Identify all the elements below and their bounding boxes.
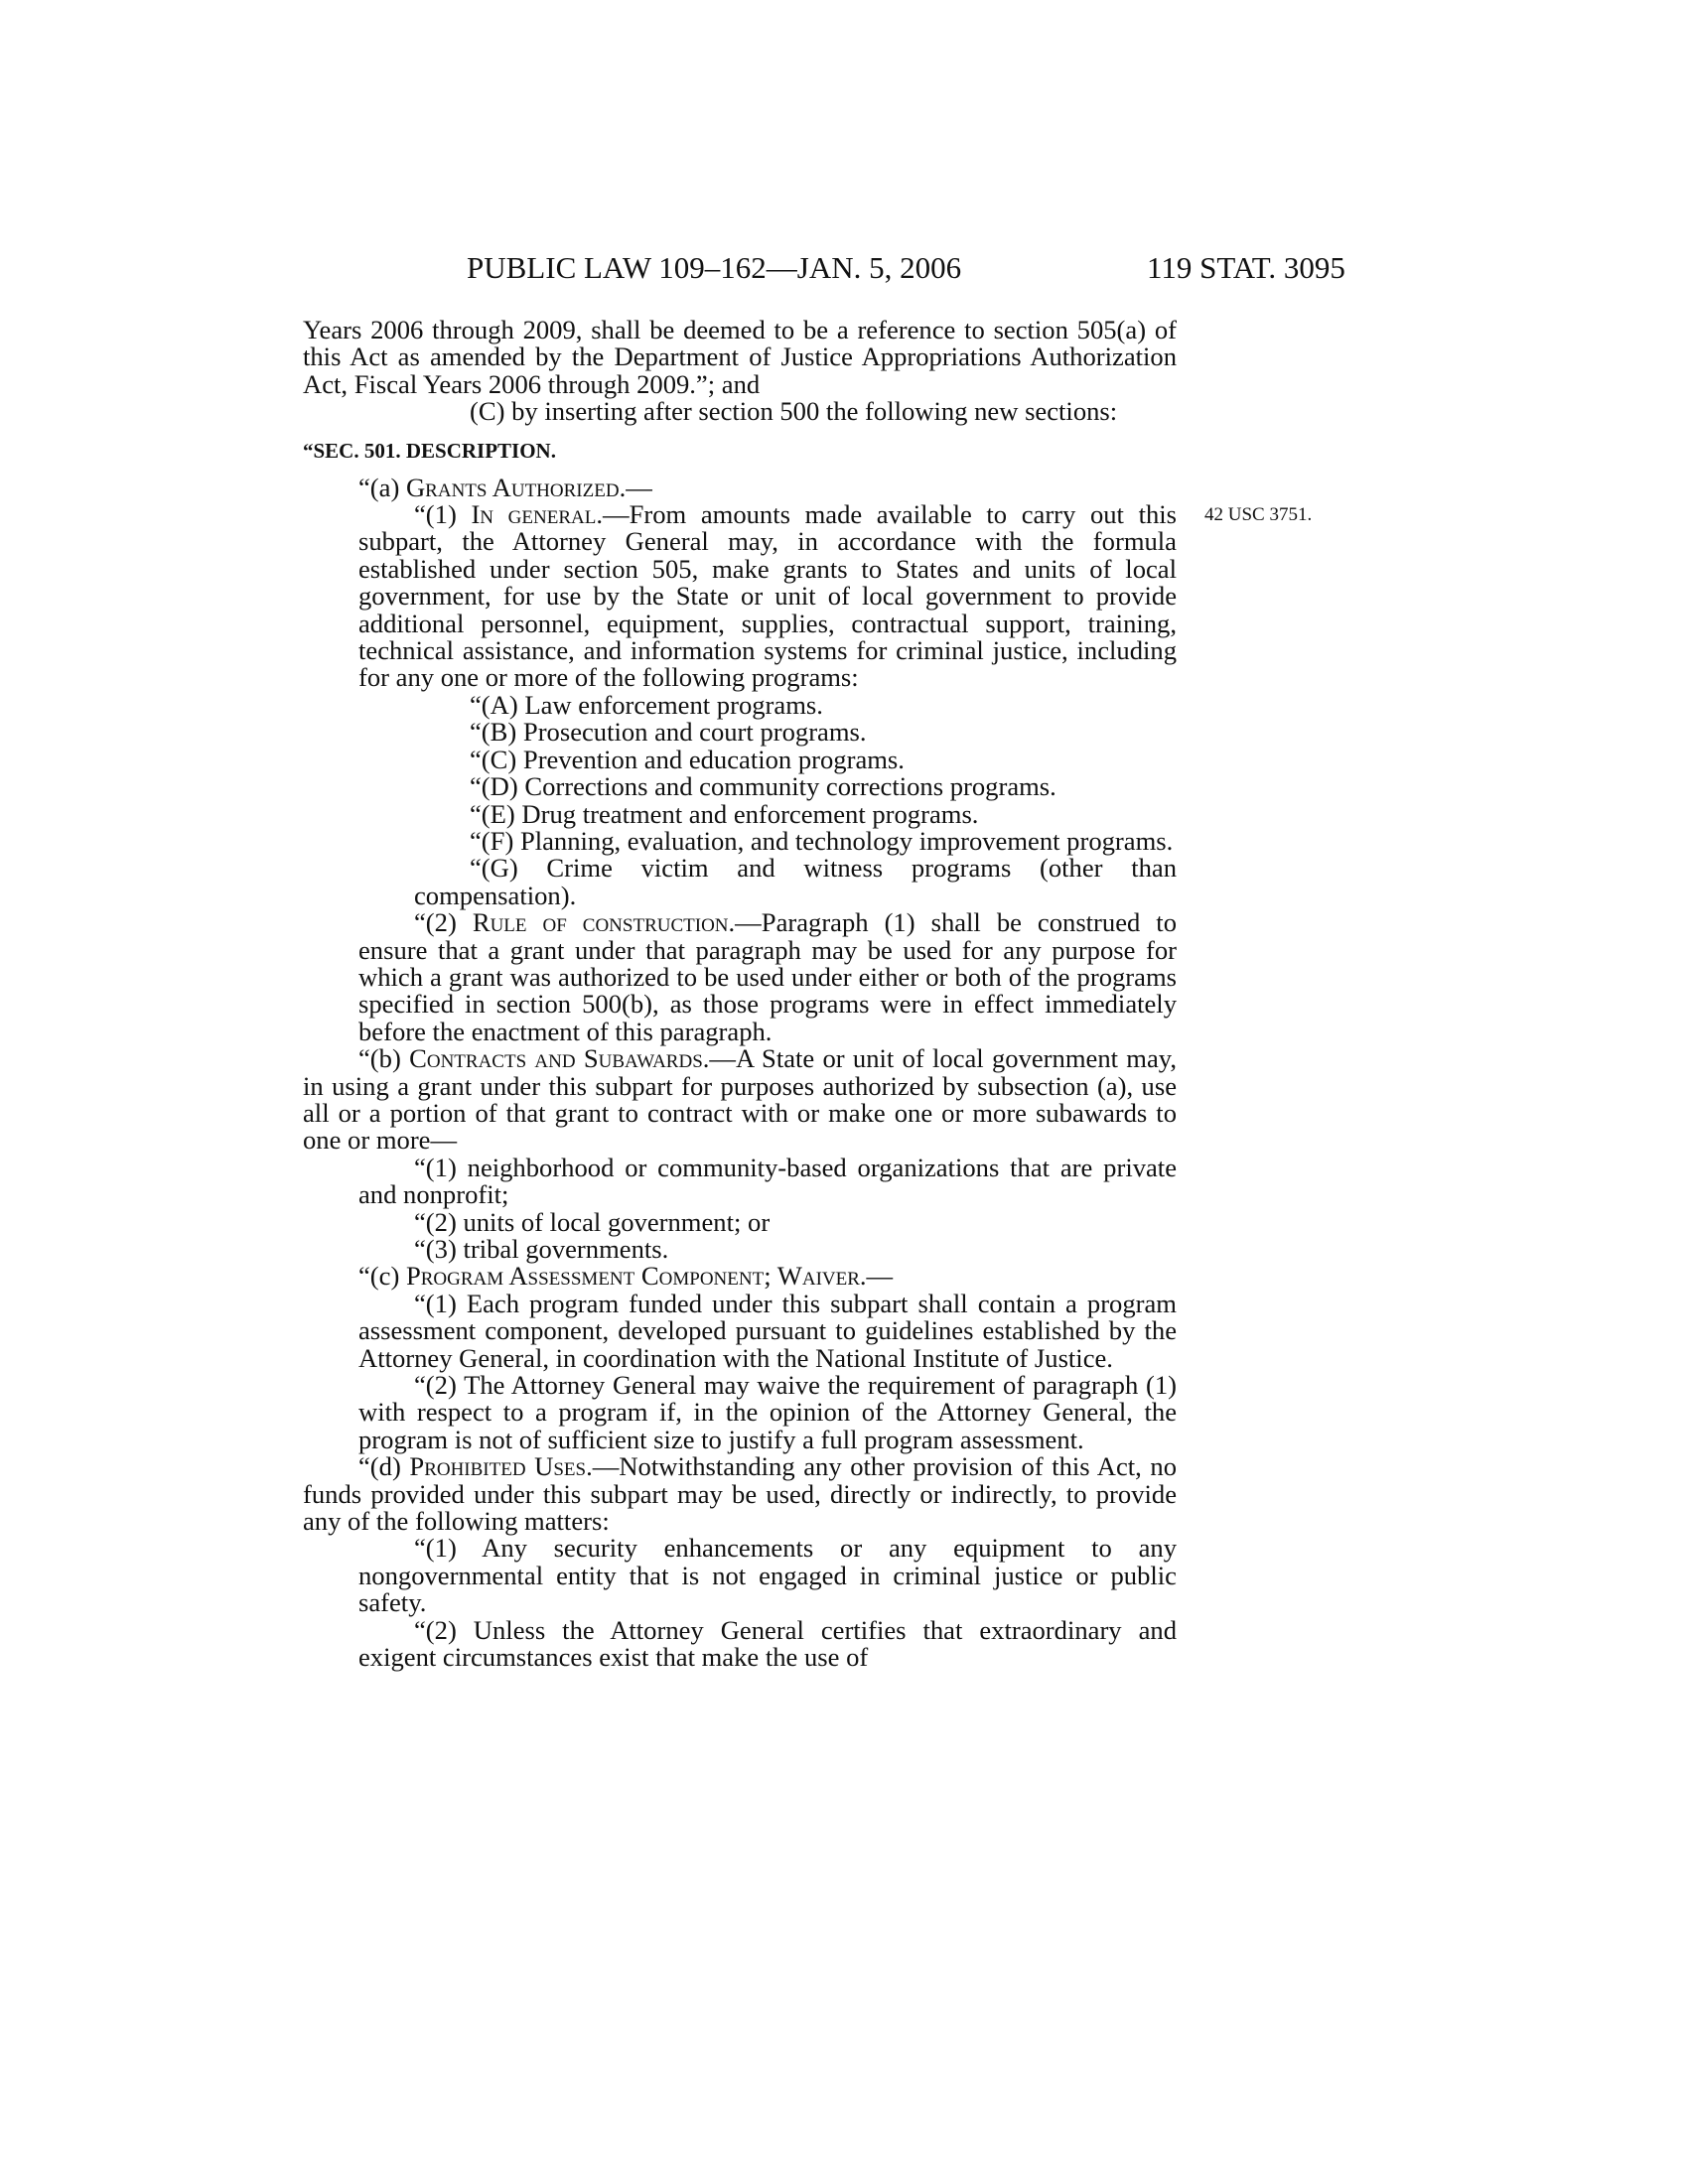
- paragraph-c1: “(1) Each program funded under this subpart shall contain a program assessment component, developed pursuant to guidelines established by the Attorney General, in coordination with the National Institute of Justice.: [358, 1288, 1177, 1373]
- subsection-b-text: .—A State or unit of local government may, in using a grant under this subpart for purposes authorized by subsection (a), use all or a portion of that grant to contract with or make one or more subawards to one or more—: [303, 1043, 1177, 1156]
- subsection-c-dash: .—: [859, 1261, 894, 1292]
- program-item-a: “(A) Law enforcement programs.: [470, 689, 823, 720]
- paragraph-b3: “(3) tribal governments.: [414, 1234, 669, 1264]
- subsection-a-title: Grants Authorized: [405, 472, 620, 502]
- subsection-a-dash: .—: [619, 472, 652, 502]
- subsection-b-title: Contracts and Subawards: [409, 1043, 703, 1074]
- paragraph-a1: [303, 501, 1177, 692]
- program-item-g: “(G) Crime victim and witness programs (other than compensation).: [414, 853, 1177, 910]
- subsection-c-label: “(c): [358, 1261, 406, 1292]
- running-header-title: PUBLIC LAW 109–162—JAN. 5, 2006: [467, 250, 962, 285]
- paragraph-a2-title: Rule of construction: [472, 907, 729, 938]
- paragraph-a2-label: “(2): [414, 907, 473, 938]
- subsection-a-heading: [303, 472, 1177, 502]
- paragraph-d2: “(2) Unless the Attorney General certifies that extraordinary and exigent circumstances exist that make the use of: [358, 1614, 1177, 1673]
- subsection-a-label: “(a): [358, 472, 406, 502]
- subsection-d-text: .—Notwithstanding any other provision of this Act, no funds provided under this subpart may be used, directly or indirectly, to provide any of the following matters:: [303, 1451, 1177, 1537]
- intro-paragraph: Years 2006 through 2009, shall be deemed to be a reference to section 505(a) of this Act as amended by the Department of Justice Appropriations Authorization Act, Fiscal Years 2006 through 2009.”; and: [303, 315, 1177, 399]
- subsection-d-label: “(d): [358, 1451, 410, 1482]
- paragraph-c2: “(2) The Attorney General may waive the requirement of paragraph (1) with respect to a program if, in the opinion of the Attorney General, the program is not of sufficient size to justify a full program assessment.: [358, 1370, 1177, 1454]
- paragraph-b1: “(1) neighborhood or community-based organizations that are private and nonprofit;: [358, 1152, 1177, 1210]
- subsection-c-heading: [303, 1263, 1177, 1290]
- margin-citation: 42 USC 3751.: [1204, 504, 1313, 525]
- page-header: [0, 250, 1688, 290]
- paragraph-a2: [303, 909, 1177, 1045]
- paragraph-a2-text: .—Paragraph (1) shall be construed to ensure that a grant under that paragraph may be used for any purpose for which a grant was authorized to be used under either or both of the programs specified in section 500(b), as those programs were in effect immediately before the enactment of this paragraph.: [358, 907, 1177, 1046]
- program-item-f: “(F) Planning, evaluation, and technology improvement programs.: [470, 825, 1174, 856]
- program-item-e: “(E) Drug treatment and enforcement programs.: [470, 798, 979, 829]
- subsection-b: [303, 1045, 1177, 1155]
- program-item-c: “(C) Prevention and education programs.: [470, 744, 905, 774]
- paragraph-d1: “(1) Any security enhancements or any equipment to any nongovernmental entity that is not engaged in criminal justice or public safety.: [358, 1533, 1177, 1618]
- paragraph-a1-title: In general: [471, 499, 597, 530]
- section-heading: “SEC. 501. DESCRIPTION.: [303, 438, 556, 463]
- subsection-b-label: “(b): [358, 1043, 410, 1074]
- document-body: [303, 317, 1177, 1672]
- subsection-d-title: Prohibited Uses: [409, 1451, 587, 1482]
- program-item-d: “(D) Corrections and community corrections programs.: [470, 771, 1056, 802]
- program-item-b: “(B) Prosecution and court programs.: [470, 717, 867, 748]
- statute-page-number: 119 STAT. 3095: [1147, 250, 1345, 285]
- paragraph-b2: “(2) units of local government; or: [414, 1206, 771, 1237]
- subsection-d: [303, 1453, 1177, 1535]
- paragraph-a1-label: “(1): [414, 499, 472, 530]
- clause-c-paragraph: (C) by inserting after section 500 the following new sections:: [470, 396, 1118, 427]
- subsection-c-title: Program Assessment Component; Waiver: [405, 1261, 860, 1292]
- paragraph-a1-text: .—From amounts made available to carry out this subpart, the Attorney General may, in accordance with the formula established under section 505, make grants to States and units of local government, for use by the State or unit of local government to provide additional personnel, equipment, supplies, contractual support, training, technical assistance, and information systems for criminal justice, including for any one or more of the following programs:: [358, 499, 1177, 693]
